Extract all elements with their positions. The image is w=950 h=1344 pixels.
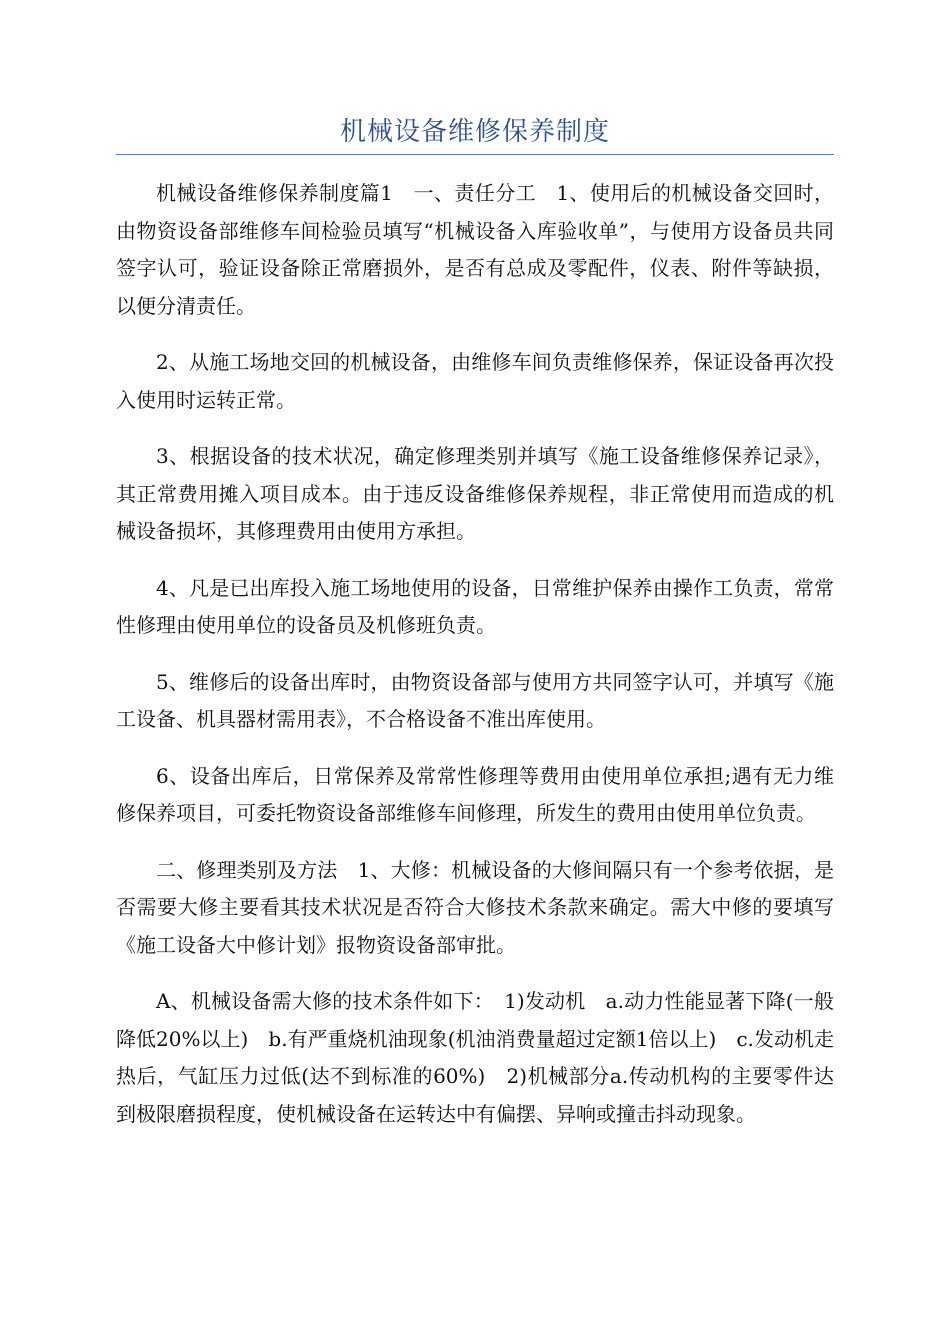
document-body: [116, 175, 834, 1152]
paragraph: 5、维修后的设备出库时，由物资设备部与使用方共同签字认可，并填写《施工设备、机具器材需用表》，不合格设备不准出库使用。: [116, 669, 834, 731]
document-title: 机械设备维修保养制度: [339, 117, 610, 147]
paragraph: 3、根据设备的技术状况，确定修理类别并填写《施工设备维修保养记录》，其正常费用摊入项目成本。由于违反设备维修保养规程，非正常使用而造成的机械设备损坏，其修理费用由使用方承担。: [116, 444, 834, 543]
paragraph: A、机械设备需大修的技术条件如下： 1)发动机 a.动力性能显著下降(一般降低20%以上) b.有严重烧机油现象(机油消费量超过定额1倍以上) c.发动机走热后，气缸压力过低(达不到标准的60%) 2)机械部分a.传动机构的主要零件达到极限磨损程度，使机械设备在运转达中有偏摆、异响或撞击抖动现象。: [116, 989, 834, 1126]
title-underline: [116, 154, 834, 155]
paragraph: 4、凡是已出库投入施工场地使用的设备，日常维护保养由操作工负责，常常性修理由使用单位的设备员及机修班负责。: [116, 575, 834, 637]
paragraph: 机械设备维修保养制度篇1 一、责任分工 1、使用后的机械设备交回时，由物资设备部维修车间检验员填写“机械设备入库验收单”，与使用方设备员共同签字认可，验证设备除正常磨损外，是否有总成及零配件，仪表、附件等缺损，以便分清责任。: [116, 181, 834, 318]
paragraph: 6、设备出库后，日常保养及常常性修理等费用由使用单位承担;遇有无力维修保养项目，可委托物资设备部维修车间修理，所发生的费用由使用单位负责。: [116, 763, 834, 825]
paragraph: 2、从施工场地交回的机械设备，由维修车间负责维修保养，保证设备再次投入使用时运转正常。: [116, 350, 834, 412]
paragraph: 二、修理类别及方法 1、大修：机械设备的大修间隔只有一个参考依据，是否需要大修主要看其技术状况是否符合大修技术条款来确定。需大中修的要填写《施工设备大中修计划》报物资设备部审批。: [116, 857, 834, 957]
